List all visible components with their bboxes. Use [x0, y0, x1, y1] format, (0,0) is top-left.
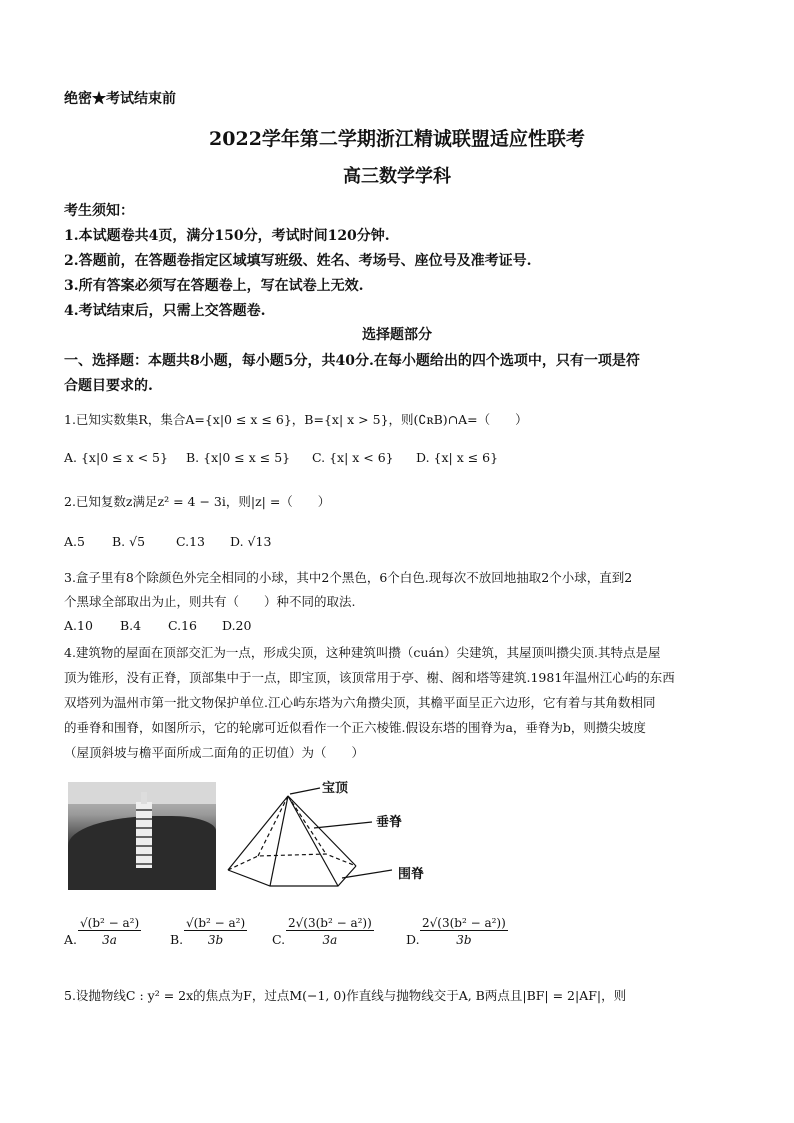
- q4-line1: 4.建筑物的屋面在顶部交汇为一点，形成尖顶，这种建筑叫攒（cuán）尖建筑，其屋顶叫攒尖顶.其特点是屋: [64, 645, 661, 660]
- section-intro-line2: 合题目要求的.: [64, 378, 153, 394]
- q5-stem: 5.设抛物线C : y² = 2x的焦点为F，过点M(−1, 0)作直线与抛物线交于A, B两点且|BF| = 2|AF|，则: [64, 988, 627, 1003]
- q3-option-b: B.4: [120, 618, 142, 633]
- section-heading: 选择题部分: [362, 327, 432, 343]
- q4-option-b-letter: B.: [170, 932, 184, 947]
- q4-option-a-letter: A.: [64, 932, 78, 947]
- q4-option-d-letter: D.: [406, 932, 420, 947]
- notice-item-1: 1.本试题卷共4页，满分150分，考试时间120分钟.: [64, 228, 390, 244]
- q2-stem: 2.已知复数z满足z² = 4 − 3i，则|z| =（ ）: [64, 494, 331, 509]
- notice-item-3: 3.所有答案必须写在答题卷上，写在试卷上无效.: [64, 278, 364, 294]
- q1-option-c: C. {x| x < 6}: [312, 450, 394, 465]
- photo-tower: [136, 802, 152, 868]
- q4-option-b-numerator: √(b² − a²): [186, 916, 246, 930]
- q2-option-a: A.5: [64, 534, 85, 549]
- exam-title: 2022学年第二学期浙江精诚联盟适应性联考: [209, 128, 585, 150]
- q3-option-d: D.20: [222, 618, 252, 633]
- label-apex: 宝顶: [322, 781, 349, 796]
- q1-stem: 1.已知实数集R，集合A={x|0 ≤ x ≤ 6}，B={x| x > 5}，则(∁ʀB)∩A=（ ）: [64, 412, 528, 427]
- q4-option-a-numerator: √(b² − a²): [80, 916, 140, 930]
- q3-line1: 3.盒子里有8个除颜色外完全相同的小球，其中2个黑色，6个白色.现每次不放回地抽取2个小球，直到2: [64, 570, 633, 585]
- notice-heading: 考生须知：: [64, 203, 134, 219]
- q4-option-c-numerator: 2√(3(b² − a²)): [288, 916, 372, 930]
- exam-subject: 高三数学学科: [343, 166, 451, 187]
- q4-option-d-fraction: [420, 916, 508, 947]
- q4-option-b-fraction: [184, 916, 247, 947]
- q4-option-c-letter: C.: [272, 932, 286, 947]
- q2-option-d: D. √13: [230, 534, 272, 549]
- q4-option-c-fraction: [286, 916, 374, 947]
- q4-line4: 的垂脊和围脊，如图所示，它的轮廓可近似看作一个正六棱锥.假设东塔的围脊为a，垂脊为b，则攒尖坡度: [64, 720, 646, 735]
- section-intro-line1: 一、选择题：本题共8小题，每小题5分，共40分.在每小题给出的四个选项中，只有一项是符: [64, 353, 640, 369]
- label-hip-ridge: 垂脊: [376, 815, 403, 830]
- q1-option-d: D. {x| x ≤ 6}: [416, 450, 499, 465]
- label-eave-ridge: 围脊: [398, 867, 425, 882]
- hexagonal-pyramid-diagram: [222, 778, 452, 896]
- q2-option-b: B. √5: [112, 534, 146, 549]
- q4-option-a-denominator: 3a: [102, 933, 117, 947]
- q3-option-a: A.10: [64, 618, 93, 633]
- notice-item-4: 4.考试结束后，只需上交答题卷.: [64, 303, 266, 319]
- q4-option-d-denominator: 3b: [456, 933, 472, 947]
- q1-option-a: A. {x|0 ≤ x < 5}: [64, 450, 168, 465]
- notice-item-2: 2.答题前，在答题卷指定区域填写班级、姓名、考场号、座位号及准考证号.: [64, 253, 532, 269]
- q3-line2: 个黑球全部取出为止，则共有（ ）种不同的取法.: [64, 594, 356, 609]
- east-tower-photo: [68, 782, 216, 890]
- q4-option-a-fraction: [78, 916, 141, 947]
- photo-tower-tip: [141, 792, 147, 804]
- q4-line2: 顶为锥形，没有正脊，顶部集中于一点，即宝顶，该顶常用于亭、榭、阁和塔等建筑.1981年温州江心屿的东西: [64, 670, 675, 685]
- q4-option-c-denominator: 3a: [322, 933, 338, 947]
- q4-option-b-denominator: 3b: [207, 933, 224, 947]
- q2-option-c: C.13: [176, 534, 205, 549]
- q3-option-c: C.16: [168, 618, 197, 633]
- q4-option-d-numerator: 2√(3(b² − a²)): [422, 916, 506, 930]
- q4-line3: 双塔列为温州市第一批文物保护单位.江心屿东塔为六角攒尖顶，其檐平面呈正六边形，它有着与其角数相同: [64, 695, 656, 710]
- q1-option-b: B. {x|0 ≤ x ≤ 5}: [186, 450, 291, 465]
- q4-line5: （屋顶斜坡与檐平面所成二面角的正切值）为（ ）: [64, 745, 365, 760]
- secret-mark: 绝密★考试结束前: [64, 91, 176, 107]
